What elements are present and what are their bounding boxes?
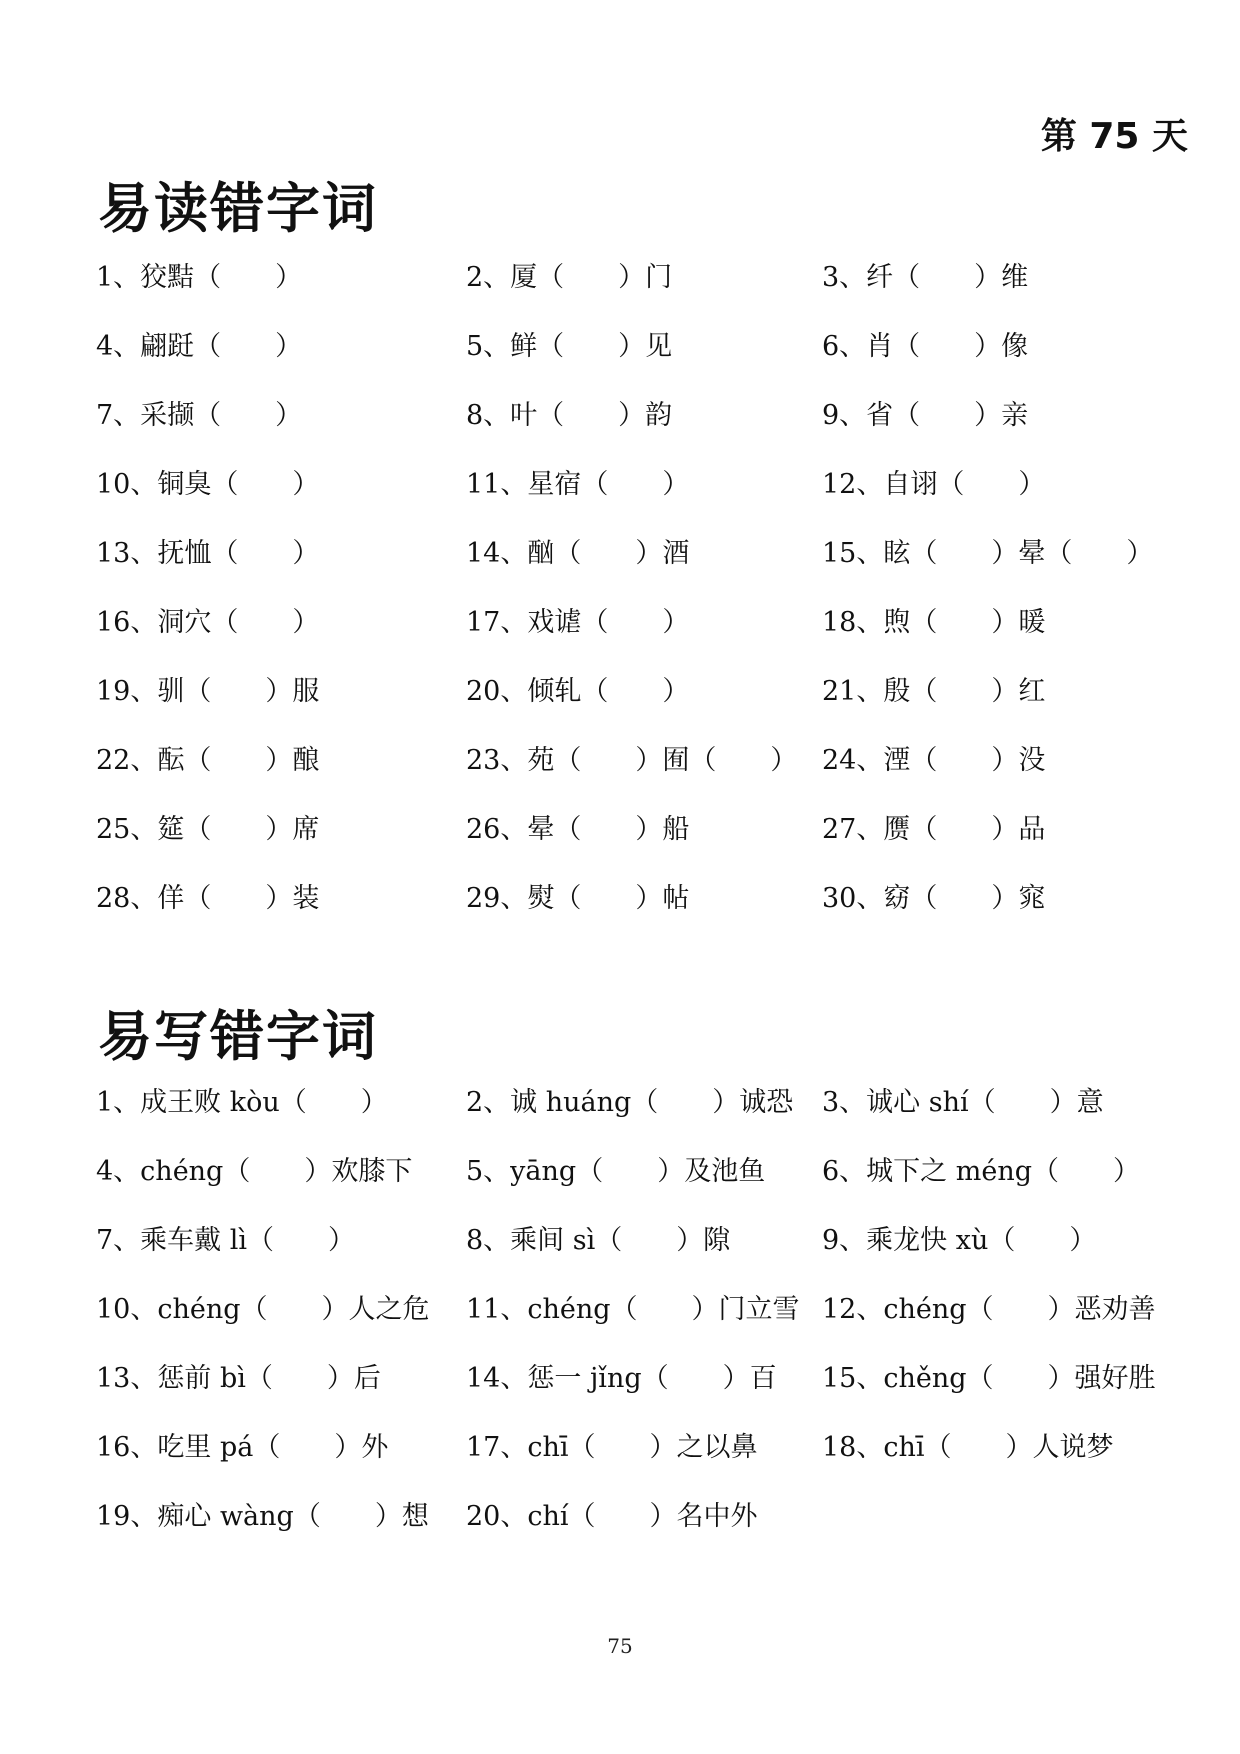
misread-item: 16、洞穴（ ） (96, 607, 320, 638)
misread-item: 28、佯（ ）装 (96, 883, 320, 914)
miswritten-item: 9、乘龙快 xù（ ） (822, 1225, 1097, 1256)
misread-item: 7、采撷（ ） (96, 400, 303, 431)
miswritten-item: 7、乘车戴 lì（ ） (96, 1225, 356, 1256)
misread-item: 27、赝（ ）品 (822, 814, 1046, 845)
misread-item: 23、苑（ ）囿（ ） (466, 745, 798, 776)
misread-item: 3、纤（ ）维 (822, 262, 1029, 293)
miswritten-item: 14、惩一 jǐng（ ）百 (466, 1363, 777, 1394)
miswritten-item: 15、chěng（ ）强好胜 (822, 1363, 1156, 1394)
miswritten-item: 1、成王败 kòu（ ） (96, 1087, 388, 1118)
page-number: 75 (607, 1634, 633, 1658)
misread-item: 18、煦（ ）暖 (822, 607, 1046, 638)
miswritten-item: 16、吃里 pá（ ）外 (96, 1432, 389, 1463)
misread-item: 24、湮（ ）没 (822, 745, 1046, 776)
misread-item: 26、晕（ ）船 (466, 814, 690, 845)
misread-item: 6、肖（ ）像 (822, 331, 1029, 362)
miswritten-item: 13、惩前 bì（ ）后 (96, 1363, 381, 1394)
misread-item: 10、铜臭（ ） (96, 469, 320, 500)
misread-item: 13、抚恤（ ） (96, 538, 320, 569)
misread-item: 1、狡黠（ ） (96, 262, 303, 293)
miswritten-item: 6、城下之 méng（ ） (822, 1156, 1141, 1187)
miswritten-item: 10、chéng（ ）人之危 (96, 1294, 430, 1325)
misread-items-grid (96, 256, 1216, 946)
misread-item: 11、星宿（ ） (466, 469, 690, 500)
misread-item: 19、驯（ ）服 (96, 676, 320, 707)
miswritten-item: 11、chéng（ ）门立雪 (466, 1294, 800, 1325)
misread-item: 17、戏谑（ ） (466, 607, 690, 638)
misread-item: 5、鲜（ ）见 (466, 331, 673, 362)
miswritten-items-grid (96, 1081, 1216, 1564)
misread-item: 8、叶（ ）韵 (466, 400, 673, 431)
miswritten-item: 2、诚 huáng（ ）诚恐 (466, 1087, 794, 1118)
misread-item: 20、倾轧（ ） (466, 676, 690, 707)
section-title-miswritten: 易写错字词 (98, 1004, 378, 1068)
miswritten-item: 3、诚心 shí（ ）意 (822, 1087, 1104, 1118)
misread-item: 30、窈（ ）窕 (822, 883, 1046, 914)
miswritten-item: 20、chí（ ）名中外 (466, 1501, 758, 1532)
misread-item: 14、酗（ ）酒 (466, 538, 690, 569)
misread-item: 25、筵（ ）席 (96, 814, 320, 845)
misread-item: 2、厦（ ）门 (466, 262, 673, 293)
miswritten-item: 4、chéng（ ）欢膝下 (96, 1156, 413, 1187)
misread-item: 21、殷（ ）红 (822, 676, 1046, 707)
misread-item: 29、熨（ ）帖 (466, 883, 690, 914)
miswritten-item: 17、chī（ ）之以鼻 (466, 1432, 758, 1463)
section-title-misread: 易读错字词 (98, 176, 378, 240)
misread-item: 4、翩跹（ ） (96, 331, 303, 362)
day-label: 第 75 天 (1040, 116, 1188, 157)
miswritten-item: 8、乘间 sì（ ）隙 (466, 1225, 731, 1256)
miswritten-item: 5、yāng（ ）及池鱼 (466, 1156, 766, 1187)
misread-item: 22、酝（ ）酿 (96, 745, 320, 776)
miswritten-item: 19、痴心 wàng（ ）想 (96, 1501, 429, 1532)
misread-item: 15、眩（ ）晕（ ） (822, 538, 1154, 569)
misread-item: 9、省（ ）亲 (822, 400, 1029, 431)
miswritten-item: 18、chī（ ）人说梦 (822, 1432, 1114, 1463)
misread-item: 12、自诩（ ） (822, 469, 1046, 500)
miswritten-item: 12、chéng（ ）恶劝善 (822, 1294, 1156, 1325)
